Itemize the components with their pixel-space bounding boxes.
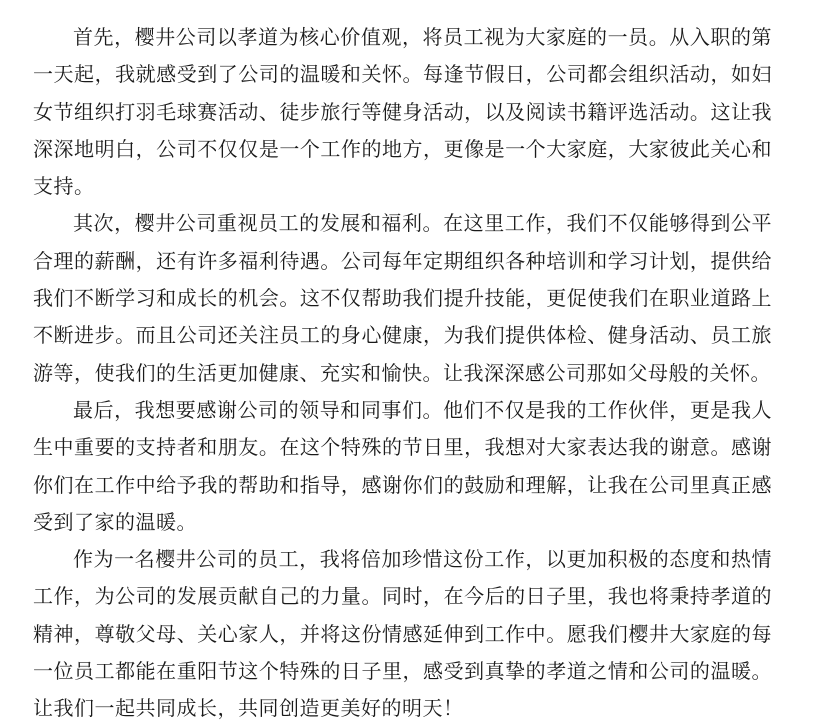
paragraph-core-values: 首先，樱井公司以孝道为核心价值观，将员工视为大家庭的一员。从入职的第一天起，我就感受到了公司的温暖和关怀。每逢节假日，公司都会组织活动，如妇女节组织打羽毛球赛活动、徒步旅行等健身活动，以及阅读书籍评选活动。这让我深深地明白，公司不仅仅是一个工作的地方，更像是一个大家庭，大家彼此关心和支持。 [33, 25, 772, 199]
paragraph-commitment: 作为一名樱井公司的员工，我将倍加珍惜这份工作，以更加积极的态度和热情工作，为公司的发展贡献自己的力量。同时，在今后的日子里，我也将秉持孝道的精神，尊敬父母、关心家人，并将这份情感延伸到工作中。愿我们樱井大家庭的每一位员工都能在重阳节这个特殊的日子里，感受到真挚的孝道之情和公司的温暖。让我们一起共同成长，共同创造更美好的明天！ [33, 547, 772, 721]
paragraph-gratitude: 最后，我想要感谢公司的领导和同事们。他们不仅是我的工作伙伴，更是我人生中重要的支持者和朋友。在这个特殊的节日里，我想对大家表达我的谢意。感谢你们在工作中给予我的帮助和指导，感谢你们的鼓励和理解，让我在公司里真正感受到了家的温暖。 [33, 397, 772, 534]
paragraph-development-welfare: 其次，樱井公司重视员工的发展和福利。在这里工作，我们不仅能够得到公平合理的薪酬，还有许多福利待遇。公司每年定期组织各种培训和学习计划，提供给我们不断学习和成长的机会。这不仅帮助我们提升技能，更促使我们在职业道路上不断进步。而且公司还关注员工的身心健康，为我们提供体检、健身活动、员工旅游等，使我们的生活更加健康、充实和愉快。让我深深感公司那如父母般的关怀。 [33, 211, 772, 385]
